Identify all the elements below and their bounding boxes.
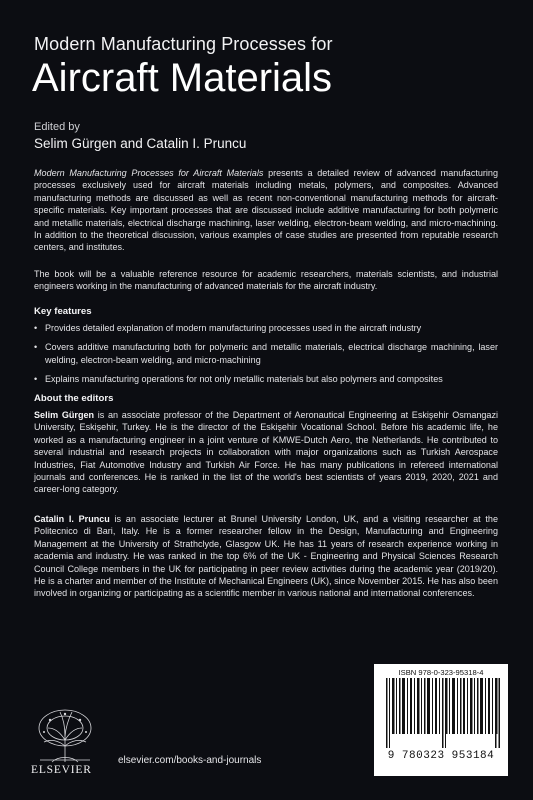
book-title-italic: Modern Manufacturing Processes for Aircraft Materials	[34, 168, 264, 178]
key-features-list	[34, 322, 498, 386]
description-paragraph-1-text: presents a detailed review of advanced manufacturing processes exclusively used for aircraft materials including metals, polymers, and composites. Advanced manufacturing methods are discussed as well as recent non-conventional manufacturing methods for aircraft-specific materials. Key important processes that are discussed include additive manufacturing for both polymeric and metallic materials, electrical discharge machining, laser welding, electron-beam welding, and micro-machining. In addition to the theoretical discussion, various examples of case studies are presented from reputable research centers, and institutes.	[34, 168, 498, 253]
editor1-bio-paragraph	[34, 409, 498, 496]
publisher-website-link[interactable]: elsevier.com/books-and-journals	[118, 755, 262, 766]
editor2-bio-paragraph	[34, 513, 498, 600]
editor1-bio-text: is an associate professor of the Department of Aeronautical Engineering at Eskişehir Osmangazi University, Eskişehir, Turkey. He is the director of the Eskişehir Vocational School. Before his academic life, he worked as a manufacturing engineer in a joint venture of KMWE-Dutch Aero, the Netherlands. He contributed to several industrial and research projects in collaboration with major organizations such as Turkish Aerospace Industries, Fiat Automotive Industry and Turkish Air Force. He has many publications in refereed international journals and conferences. He is ranked in the list of the world's best scientists of years 2019, 2020, 2021 and career-long category.	[34, 410, 498, 495]
isbn-barcode	[374, 664, 508, 776]
editor2-name: Catalin I. Pruncu	[34, 514, 110, 524]
barcode-digits	[374, 750, 508, 762]
list-item: • Covers additive manufacturing both for polymeric and metallic materials, electrical discharge machining, laser welding, electron-beam welding, and micro-machining	[34, 341, 498, 366]
barcode-digits-text: 9 780323 953184	[387, 750, 495, 762]
key-features-heading: Key features	[34, 306, 92, 317]
list-item: • Explains manufacturing operations for not only metallic materials but also polymers and composites	[34, 373, 498, 385]
elsevier-tree-logo-icon	[30, 706, 100, 764]
edited-by-label: Edited by	[34, 121, 80, 133]
editor1-name: Selim Gürgen	[34, 410, 95, 420]
barcode-bars-icon	[386, 678, 500, 734]
main-title: Aircraft Materials	[32, 56, 333, 100]
editors-names: Selim Gürgen and Catalin I. Pruncu	[34, 136, 247, 151]
isbn-number: ISBN 978-0-323-95318-4	[398, 668, 484, 677]
description-paragraph-1	[34, 167, 498, 254]
editor2-bio-text: is an associate lecturer at Brunel University London, UK, and a visiting researcher at the Politecnico di Bari, Italy. He is a former researcher fellow in the Design, Manufacturing and Engineering Management at the University of Strathclyde, Glasgow UK. He has 11 years of research experience working in academia and industry. He was ranked in the top 6% of the UK - Engineering and Physical Sciences Research Council College members in the UK for participating in peer review activities during the academic year (2019/20). He is a charter and member of the Institute of Mechanical Engineers (UK), since November 2015. He has also been involved in organizing or participating as a scientific member in various national and international conferences.	[34, 514, 498, 599]
list-item: • Provides detailed explanation of modern manufacturing processes used in the aircraft industry	[34, 322, 498, 334]
about-editors-heading: About the editors	[34, 393, 114, 404]
description-paragraph-2: The book will be a valuable reference resource for academic researchers, materials scientists, and industrial engineers working in the manufacturing of advanced materials for the aircraft industry.	[34, 269, 498, 292]
publisher-name: ELSEVIER	[31, 764, 92, 776]
series-title: Modern Manufacturing Processes for	[34, 34, 333, 54]
